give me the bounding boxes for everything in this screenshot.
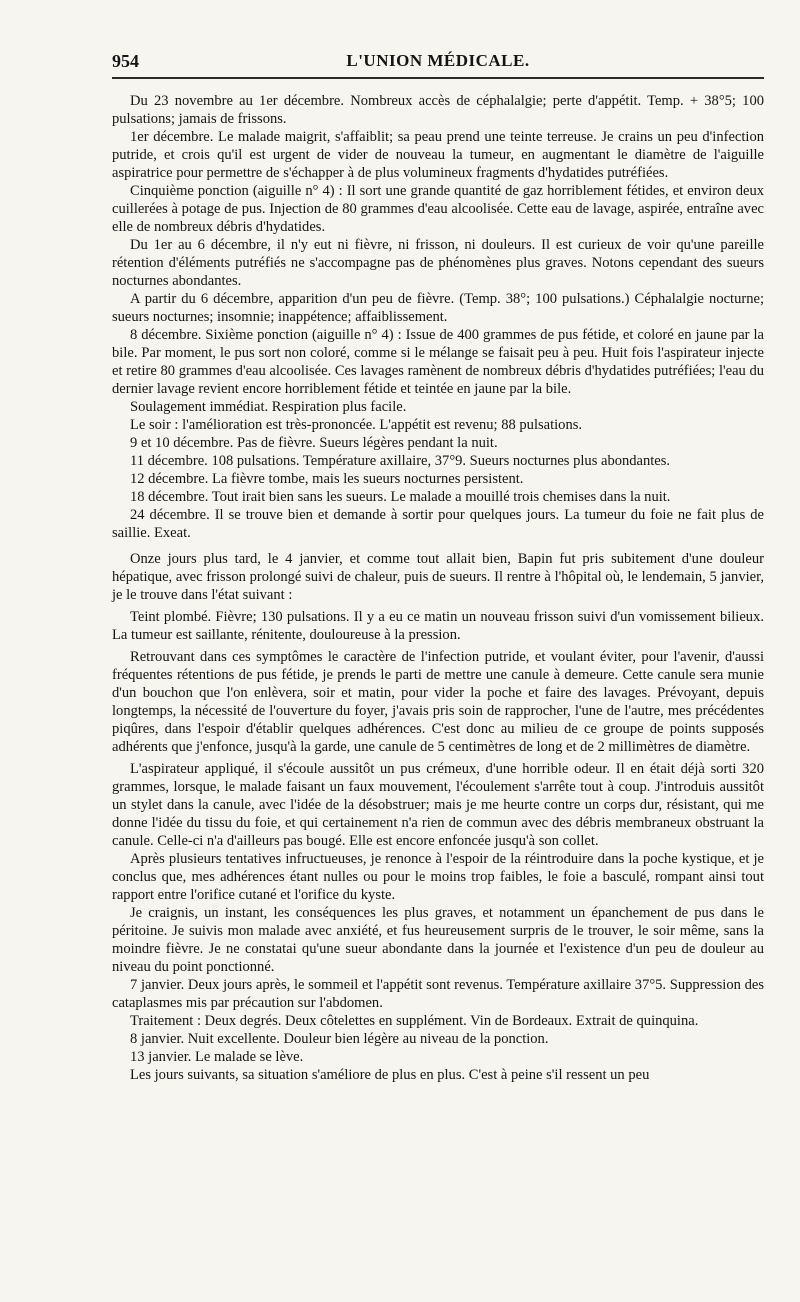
running-title: L'UNION MÉDICALE. bbox=[346, 51, 530, 70]
paragraph: Soulagement immédiat. Respiration plus facile. bbox=[130, 399, 407, 415]
paragraph: 18 décembre. Tout irait bien sans les sueurs. Le malade a mouillé trois chemises dans la nuit. bbox=[130, 489, 671, 505]
paragraph: Je craignis, un instant, les conséquences les plus graves, et notamment un épanchement de pus dans le péritoine. Je suivis mon malade avec anxiété, et fus heureusement surpris de le trouver, le soir même, sans la moindre fièvre. Je ne constatai qu'une sueur abondante dans la journée et l'existence d'un peu de douleur au niveau du point ponctionné. bbox=[112, 905, 764, 975]
paragraph: L'aspirateur appliqué, il s'écoule aussitôt un pus crémeux, d'une horrible odeur. Il en était déjà sorti 320 grammes, lorsque, le malade faisant un faux mouvement, l'écoulement s'arrête tout à coup. J'introduis aussitôt un stylet dans la canule, avec l'idée de la désobstruer; mais je me heurte contre un corps dur, résistant, qui me donne l'idée du tissu du foie, et qui certainement n'a rien de commun avec des débris membraneux obstruant la canule. Celle-ci n'a d'ailleurs pas bougé. Elle est encore enfoncée jusqu'à son collet. bbox=[112, 761, 764, 849]
paragraph: A partir du 6 décembre, apparition d'un peu de fièvre. (Temp. 38°; 100 pulsations.) Céphalalgie nocturne; sueurs nocturnes; insomnie; inappétence; affaiblissement. bbox=[112, 291, 764, 325]
paragraph: Après plusieurs tentatives infructueuses, je renonce à l'espoir de la réintroduire dans la poche kystique, et je conclus que, mes adhérences étant nulles ou pour le moins trop faibles, le foie a basculé, rompant ainsi tout rapport entre l'orifice cutané et l'orifice du kyste. bbox=[112, 851, 764, 903]
paragraph: Le soir : l'amélioration est très-prononcée. L'appétit est revenu; 88 pulsations. bbox=[130, 417, 583, 433]
paragraph: Onze jours plus tard, le 4 janvier, et comme tout allait bien, Bapin fut pris subitement d'une douleur hépatique, avec frisson prolongé suivi de chaleur, puis de sueurs. Il rentre à l'hôpital où, le lendemain, 5 janvier, je le trouve dans l'état suivant : bbox=[112, 551, 764, 603]
paragraph: 7 janvier. Deux jours après, le sommeil et l'appétit sont revenus. Température axillaire 37°5. Suppression des cataplasmes mis par précaution sur l'abdomen. bbox=[112, 977, 764, 1011]
body-text bbox=[112, 92, 764, 1292]
page-header bbox=[112, 47, 764, 79]
paragraph: 1er décembre. Le malade maigrit, s'affaiblit; sa peau prend une teinte terreuse. Je crains un peu d'infection putride, et crois qu'il est urgent de vider de nouveau la tumeur, en augmentant le diamètre de l'aiguille aspiratrice pour permettre de s'échapper à de plus volumineux fragments d'hydatides putréfiées. bbox=[112, 129, 764, 181]
paragraph: 8 janvier. Nuit excellente. Douleur bien légère au niveau de la ponction. bbox=[130, 1031, 549, 1047]
paragraph: Du 1er au 6 décembre, il n'y eut ni fièvre, ni frisson, ni douleurs. Il est curieux de voir qu'une pareille rétention d'éléments putréfiés ne s'accompagne pas de phénomènes plus graves. Notons cependant des sueurs nocturnes abondantes. bbox=[112, 237, 764, 289]
paragraph: Retrouvant dans ces symptômes le caractère de l'infection putride, et voulant éviter, pour l'avenir, d'aussi fréquentes rétentions de pus fétide, je prends le parti de mettre une canule à demeure. Cette canule sera munie d'un bouchon que l'on enlèvera, soir et matin, pour vider la poche et faire des lavages. Prévoyant, depuis longtemps, la nécessité de l'ouverture du foyer, j'avais pris soin de rapprocher, l'une de l'autre, mes précédentes piqûres, dans l'espoir d'établir quelques adhérences. C'est donc au milieu de ce groupe de points supposés adhérents que j'enfonce, jusqu'à la garde, une canule de 5 centimètres de long et de 2 millimètres de diamètre. bbox=[112, 649, 764, 755]
paragraph: 12 décembre. La fièvre tombe, mais les sueurs nocturnes persistent. bbox=[130, 471, 524, 487]
paragraph: 8 décembre. Sixième ponction (aiguille n° 4) : Issue de 400 grammes de pus fétide, et coloré en jaune par la bile. Par moment, le pus sort non coloré, comme si le mélange se faisait peu à peu. Huit fois l'aspirateur injecte et retire 80 grammes d'eau alcoolisée. Ces lavages ramènent de nombreux débris d'hydatides putréfiées; l'eau du dernier lavage revient encore horriblement fétide et teintée en jaune par la bile. bbox=[112, 327, 764, 397]
page-number: 954 bbox=[112, 51, 139, 71]
paragraph: Du 23 novembre au 1er décembre. Nombreux accès de céphalalgie; perte d'appétit. Temp. + 38°5; 100 pulsations; jamais de frissons. bbox=[112, 93, 764, 127]
paragraph: 9 et 10 décembre. Pas de fièvre. Sueurs légères pendant la nuit. bbox=[130, 435, 498, 451]
paragraph: 11 décembre. 108 pulsations. Température axillaire, 37°9. Sueurs nocturnes plus abondantes. bbox=[130, 453, 671, 469]
paragraph: Teint plombé. Fièvre; 130 pulsations. Il y a eu ce matin un nouveau frisson suivi d'un vomissement bilieux. La tumeur est saillante, rénitente, douloureuse à la pression. bbox=[112, 609, 764, 643]
paragraph: Les jours suivants, sa situation s'améliore de plus en plus. C'est à peine s'il ressent un peu bbox=[130, 1067, 650, 1083]
paragraph: Cinquième ponction (aiguille n° 4) : Il sort une grande quantité de gaz horriblement fétides, et environ deux cuillerées à potage de pus. Injection de 80 grammes d'eau alcoolisée. Cette eau de lavage, aspirée, entraîne avec elle de nombreux débris d'hydatides. bbox=[112, 183, 764, 235]
paragraph: 13 janvier. Le malade se lève. bbox=[130, 1049, 304, 1065]
paragraph: Traitement : Deux degrés. Deux côtelettes en supplément. Vin de Bordeaux. Extrait de quinquina. bbox=[130, 1013, 699, 1029]
paragraph: 24 décembre. Il se trouve bien et demande à sortir pour quelques jours. La tumeur du foie ne fait plus de saillie. Exeat. bbox=[112, 507, 764, 541]
